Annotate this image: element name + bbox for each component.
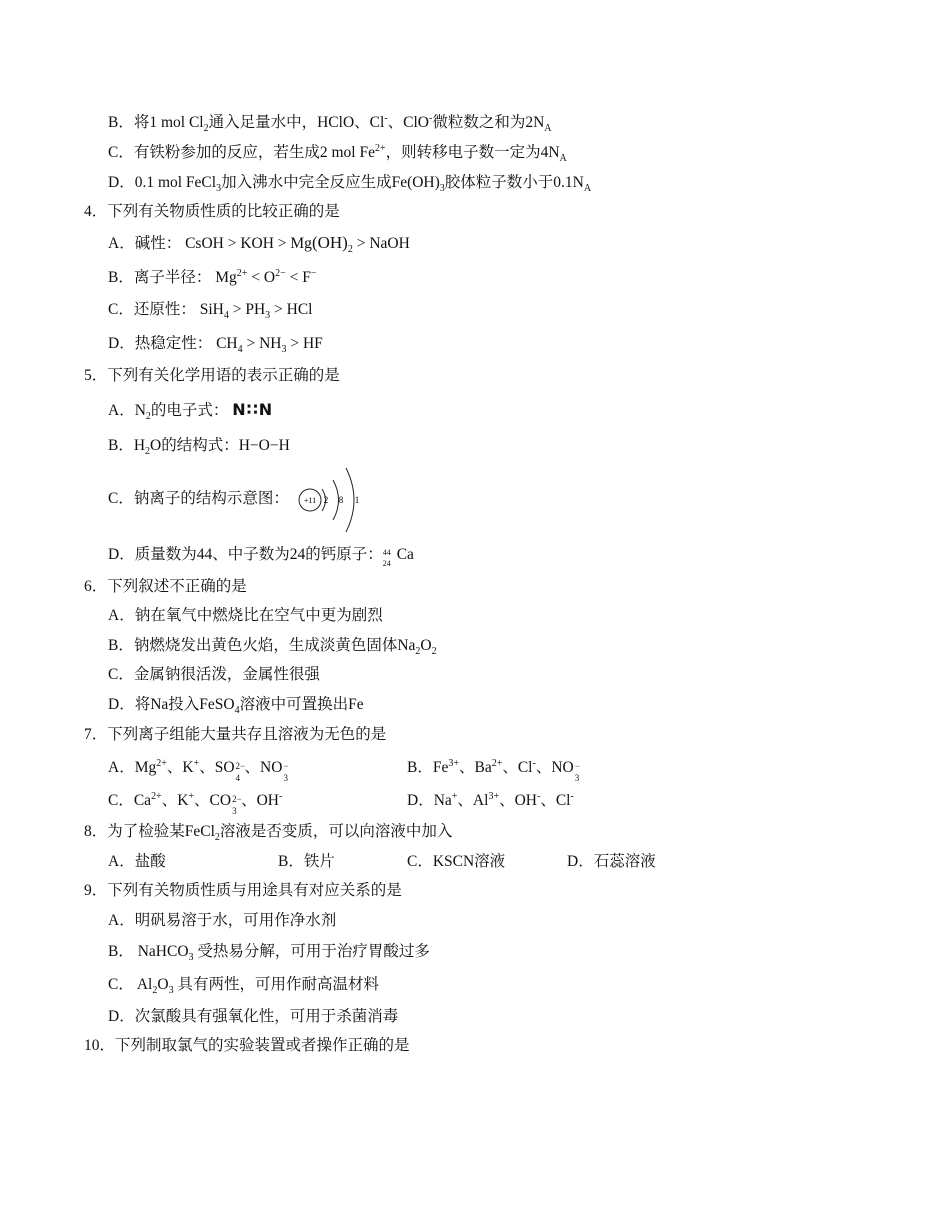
q3-option-b: B．将1 mol $Cl_2$通入足量水中，HClO、Cl-、ClO-微粒数之和为$2N_A$ xyxy=(108,112,552,135)
q5-option-a: A．$N_2$的电子式： N∷N xyxy=(108,400,274,423)
q3-option-c: C．有铁粉参加的反应，若生成2 mol $Fe^{2+}$，则转移电子数一定为$4N_A$ xyxy=(108,142,567,165)
q7-option-d: D．Na+、$Al^{3+}$、OH-、Cl- xyxy=(407,790,574,809)
nucleus-charge: +11 xyxy=(303,496,317,505)
q9-option-c: C． $Al_2O_3$ 具有两性，可用作耐高温材料 xyxy=(108,976,379,997)
q6-option-c: C．金属钠很活泼，金属性很强 xyxy=(108,666,320,683)
q8-option-c: C．KSCN溶液 xyxy=(407,853,506,870)
q6-option-b: B．钠燃烧发出黄色火焰，生成淡黄色固体$Na_2O_2$ xyxy=(108,637,437,658)
q9-option-d: D．次氯酸具有强氧化性，可用于杀菌消毒 xyxy=(108,1008,399,1025)
shell-2-count: 8 xyxy=(338,495,344,505)
q4-option-b: B．离子半径： $Mg^{2+} < O^{2-} < F^-$ xyxy=(108,267,317,286)
q9-option-a: A．明矾易溶于水，可用作净水剂 xyxy=(108,912,337,929)
q6-option-d: D．将Na投入FeSO$_4$溶液中可置换出Fe xyxy=(108,696,364,717)
calcium-nuclide-notation: 44 24 xyxy=(382,548,391,569)
q5-stem: 5．下列有关化学用语的表示正确的是 xyxy=(84,367,340,384)
shell-3-count: 1 xyxy=(354,495,360,505)
q8-option-d: D．石蕊溶液 xyxy=(567,853,656,870)
q8-option-a: A．盐酸 xyxy=(108,853,166,870)
q6-option-a: A．钠在氧气中燃烧比在空气中更为剧烈 xyxy=(108,607,383,624)
q6-stem: 6．下列叙述不正确的是 xyxy=(84,578,247,595)
n2-electron-formula: N∷N xyxy=(232,400,274,419)
q4-option-d: D．热稳定性： $CH_4 > NH_3$ > HF xyxy=(108,335,323,356)
q7-stem: 7．下列离子组能大量共存且溶液为无色的是 xyxy=(84,726,387,743)
q5-option-b: B．$H_2O$的结构式：H−O−H xyxy=(108,437,290,458)
q5-option-d: D．质量数为44、中子数为24的钙原子： 44 24 Ca xyxy=(108,546,414,569)
q9-option-b: B． NaHCO$_3$ 受热易分解，可用于治疗胃酸过多 xyxy=(108,943,430,964)
sodium-ion-structure-diagram xyxy=(296,462,368,538)
q4-option-a: A．碱性： CsOH > KOH > $Mg(OH)_2$ > NaOH xyxy=(108,233,410,256)
q4-stem: 4．下列有关物质性质的比较正确的是 xyxy=(84,203,340,220)
q7-option-a: A．$Mg^{2+}$、K+、SO 2− 4 、NO − 3 xyxy=(108,757,289,784)
q9-stem: 9．下列有关物质性质与用途具有对应关系的是 xyxy=(84,882,402,899)
q5-option-c: C．钠离子的结构示意图： xyxy=(108,490,289,507)
q10-stem: 10．下列制取氯气的实验装置或者操作正确的是 xyxy=(84,1037,410,1054)
q7-option-b: B．$Fe^{3+}$、$Ba^{2+}$、Cl-、NO − 3 xyxy=(407,757,580,784)
q8-stem: 8．为了检验某FeCl$_2$溶液是否变质，可以向溶液中加入 xyxy=(84,823,453,844)
q7-option-c: C．$Ca^{2+}$、K+、CO 2− 3 、OH- xyxy=(108,790,283,817)
q8-option-b: B．铁片 xyxy=(278,853,335,870)
q3-option-d: D．0.1 mol FeCl$_3$加入沸水中完全反应生成$Fe(OH)_3$胶体粒子数小于$0.1N_A$ xyxy=(108,174,592,195)
q4-option-c: C．还原性： $SiH_4 > PH_3$ > HCl xyxy=(108,301,313,322)
shell-1-count: 2 xyxy=(323,495,329,505)
